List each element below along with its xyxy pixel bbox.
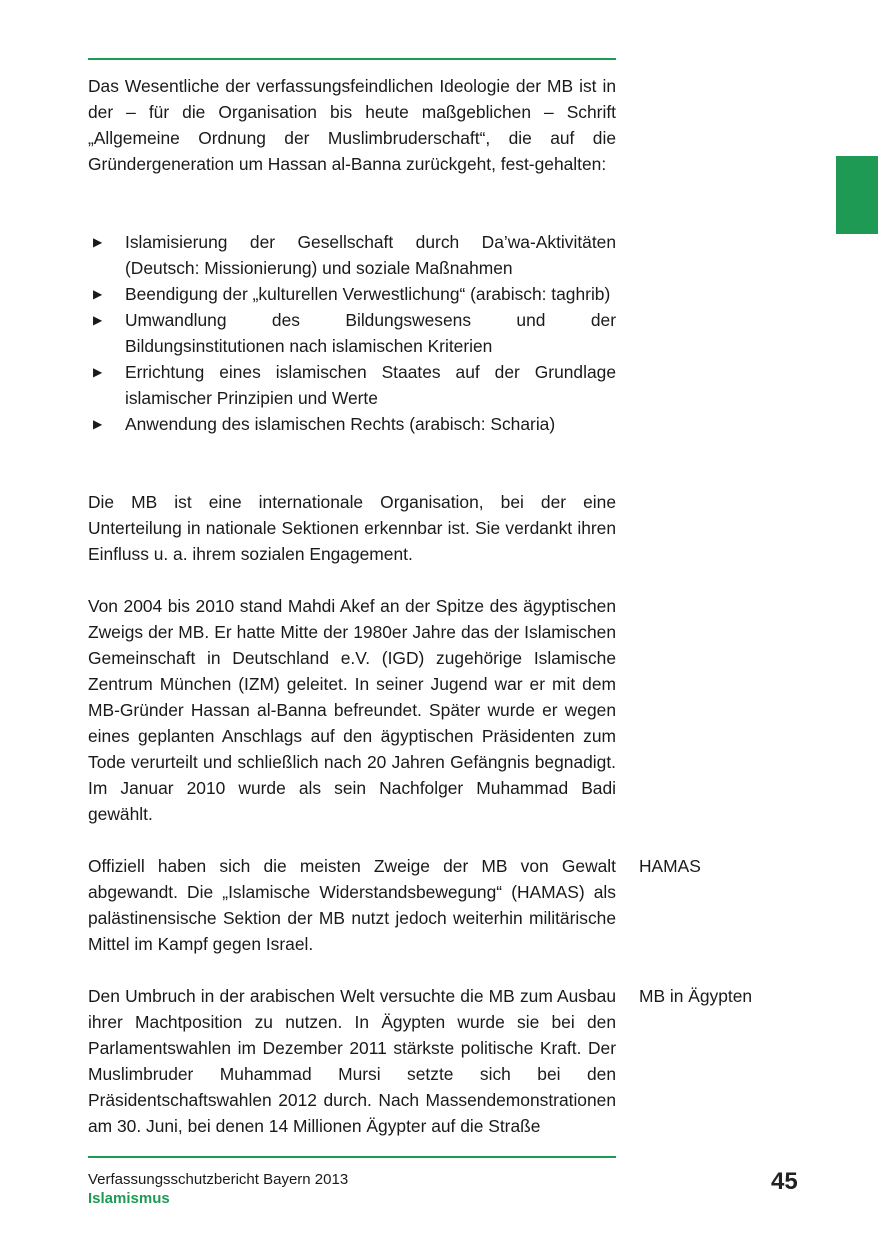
paragraph-4: Offiziell haben sich die meisten Zweige der MB von Gewalt abgewandt. Die „Islamische Widerstandsbewegung“ (HAMAS) als palästinensische Sektion der MB nutzt jedoch weiterhin militärische Mittel im Kampf gegen Israel.	[88, 856, 616, 954]
paragraph-3: Von 2004 bis 2010 stand Mahdi Akef an der Spitze des ägyptischen Zweigs der MB. Er hatte Mitte der 1980er Jahre das der Islamischen Gemeinschaft in Deutschland e.V. (IGD) zugehörige Islamische Zentrum München (IZM) geleitet. In seiner Jugend war er mit dem MB-Gründer Hassan al-Banna befreundet. Später wurde er wegen eines geplanten Anschlags auf den ägyptischen Präsidenten zum Tode verurteilt und schließlich nach 20 Jahren Gefängnis begnadigt. Im Januar 2010 wurde als sein Nachfolger Muhammad Badi gewählt.	[88, 596, 616, 824]
header-rule	[88, 58, 616, 60]
paragraph-5: Den Umbruch in der arabischen Welt versuchte die MB zum Ausbau ihrer Machtposition zu nutzen. In Ägypten wurde sie bei den Parlamentswahlen im Dezember 2011 stärkste politische Kraft. Der Muslimbruder Muhammad Mursi setzte sich bei den Präsidentschaftswahlen 2012 durch. Nach Massendemonstrationen am 30. Juni, bei denen 14 Millionen Ägypter auf die Straße	[88, 986, 616, 1136]
bullet-triangle-icon: ▶	[93, 313, 103, 327]
bullet-triangle-icon: ▶	[93, 417, 103, 431]
bullet-triangle-icon: ▶	[93, 235, 103, 249]
bullet-list	[88, 229, 616, 437]
paragraph-2: Die MB ist eine internationale Organisation, bei der eine Unterteilung in nationale Sektionen erkennbar ist. Sie verdankt ihren Einfluss u. a. ihrem sozialen Engagement.	[88, 492, 616, 564]
footer-rule	[88, 1156, 616, 1158]
bullet-item: ▶ Beendigung der „kulturellen Verwestlichung“ (arabisch: taghrib)	[88, 281, 616, 307]
margin-note-mb-egypt: MB in Ägypten	[639, 986, 753, 1006]
footer-publication-title: Verfassungsschutzbericht Bayern 2013	[88, 1171, 349, 1188]
bullet-item: ▶ Islamisierung der Gesellschaft durch Da’wa-Aktivitäten (Deutsch: Missionierung) und soziale Maßnahmen	[88, 229, 616, 281]
bullet-item: ▶ Umwandlung des Bildungswesens und der Bildungsinstitutionen nach islamischen Kriterien	[88, 307, 616, 359]
bullet-triangle-icon: ▶	[93, 287, 103, 301]
bullet-item: ▶ Errichtung eines islamischen Staates auf der Grundlage islamischer Prinzipien und Werte	[88, 359, 616, 411]
margin-note-hamas: HAMAS	[639, 856, 701, 876]
footer-section-name: Islamismus	[88, 1190, 170, 1207]
bullet-item: ▶ Anwendung des islamischen Rechts (arabisch: Scharia)	[88, 411, 616, 437]
paragraph-1: Das Wesentliche der verfassungsfeindlichen Ideologie der MB ist in der – für die Organisation bis heute maßgeblichen – Schrift „Allgemeine Ordnung der Muslimbruderschaft“, die auf die Gründergeneration um Hassan al-Banna zurückgeht, fest-gehalten:	[88, 76, 616, 174]
page-number: 45	[771, 1168, 798, 1195]
chapter-tab-marker	[836, 156, 878, 234]
bullet-triangle-icon: ▶	[93, 365, 103, 379]
